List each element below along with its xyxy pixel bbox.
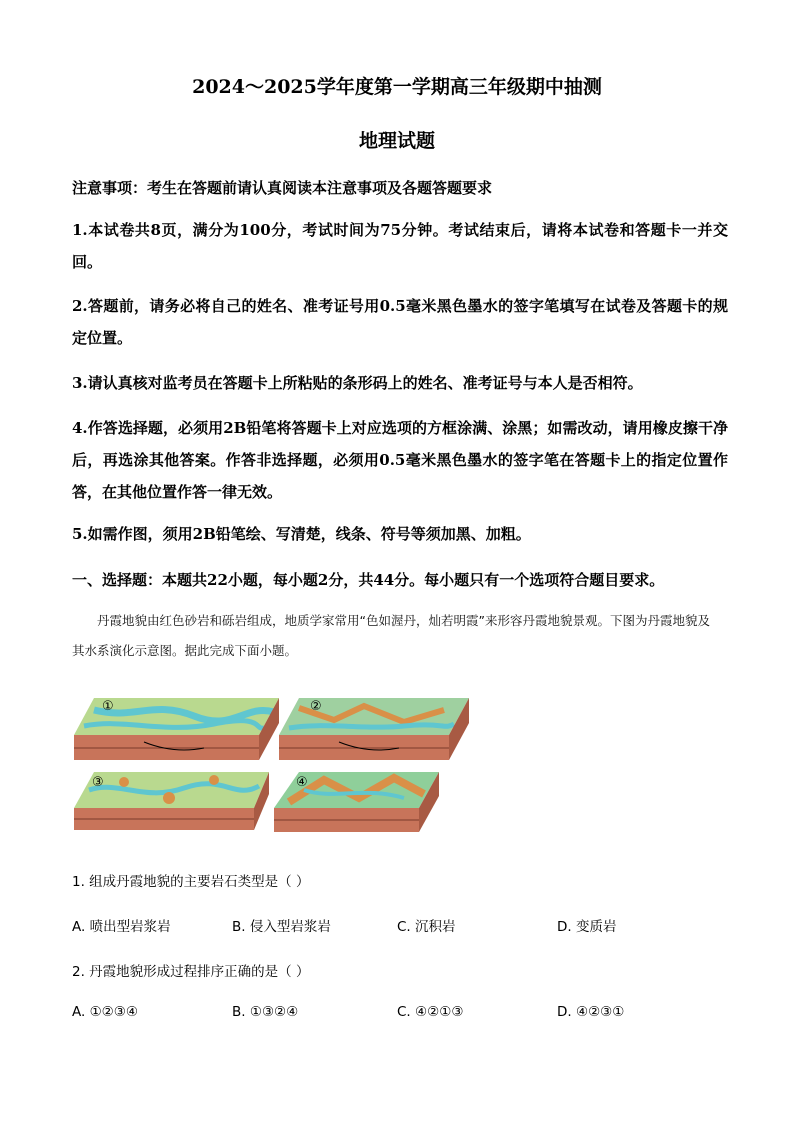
question-2-option-c: C. ④②①③ bbox=[397, 1004, 464, 1020]
panel-2 bbox=[279, 698, 469, 760]
panel-4-label: ④ bbox=[296, 775, 308, 790]
notice-item-1: 1.本试卷共8页，满分为100分，考试时间为75分钟。考试结束后，请将本试卷和答题卡一并交回。 bbox=[72, 221, 728, 271]
notice-heading: 注意事项：考生在答题前请认真阅读本注意事项及各题答题要求 bbox=[72, 179, 493, 197]
question-2-stem: 2. 丹霞地貌形成过程排序正确的是（ ） bbox=[72, 964, 310, 980]
question-1-stem: 1. 组成丹霞地貌的主要岩石类型是（ ） bbox=[72, 874, 310, 890]
question-2-option-b: B. ①③②④ bbox=[232, 1004, 299, 1020]
notice-item-5: 5.如需作图，须用2B铅笔绘、写清楚，线条、符号等须加黑、加粗。 bbox=[72, 525, 531, 543]
panel-4 bbox=[274, 772, 439, 832]
panel-3 bbox=[74, 772, 269, 830]
question-1-option-c: C. 沉积岩 bbox=[397, 919, 456, 935]
section-heading: 一、选择题：本题共22小题，每小题2分，共44分。每小题只有一个选项符合题目要求。 bbox=[72, 571, 665, 589]
exam-subtitle: 地理试题 bbox=[358, 130, 435, 152]
panel-2-label: ② bbox=[310, 699, 322, 714]
question-intro: 丹霞地貌由红色砂岩和砾岩组成，地质学家常用“色如渥丹，灿若明霞”来形容丹霞地貌景观。下图为丹霞地貌及其水系演化示意图。据此完成下面小题。 bbox=[72, 613, 710, 658]
panel-1 bbox=[74, 698, 279, 760]
panel-3-label: ③ bbox=[92, 775, 104, 790]
panel-1-label: ① bbox=[102, 699, 114, 714]
danxia-evolution-figure bbox=[74, 690, 474, 840]
question-1-option-b: B. 侵入型岩浆岩 bbox=[232, 919, 331, 935]
question-2-option-a: A. ①②③④ bbox=[72, 1004, 138, 1020]
question-1-option-a: A. 喷出型岩浆岩 bbox=[72, 919, 171, 935]
exam-title: 2024～2025学年度第一学期高三年级期中抽测 bbox=[192, 76, 602, 98]
notice-item-2: 2.答题前，请务必将自己的姓名、准考证号用0.5毫米黑色墨水的签字笔填写在试卷及答题卡的规定位置。 bbox=[72, 297, 728, 347]
notice-item-3: 3.请认真核对监考员在答题卡上所粘贴的条形码上的姓名、准考证号与本人是否相符。 bbox=[72, 374, 643, 392]
question-1-option-d: D. 变质岩 bbox=[557, 919, 617, 935]
question-2-option-d: D. ④②③① bbox=[557, 1004, 625, 1020]
notice-item-4: 4.作答选择题，必须用2B铅笔将答题卡上对应选项的方框涂满、涂黑；如需改动，请用橡皮擦干净后，再选涂其他答案。作答非选择题，必须用0.5毫米黑色墨水的签字笔在答题卡上的指定位置作答，在其他位置作答一律无效。 bbox=[72, 419, 728, 501]
